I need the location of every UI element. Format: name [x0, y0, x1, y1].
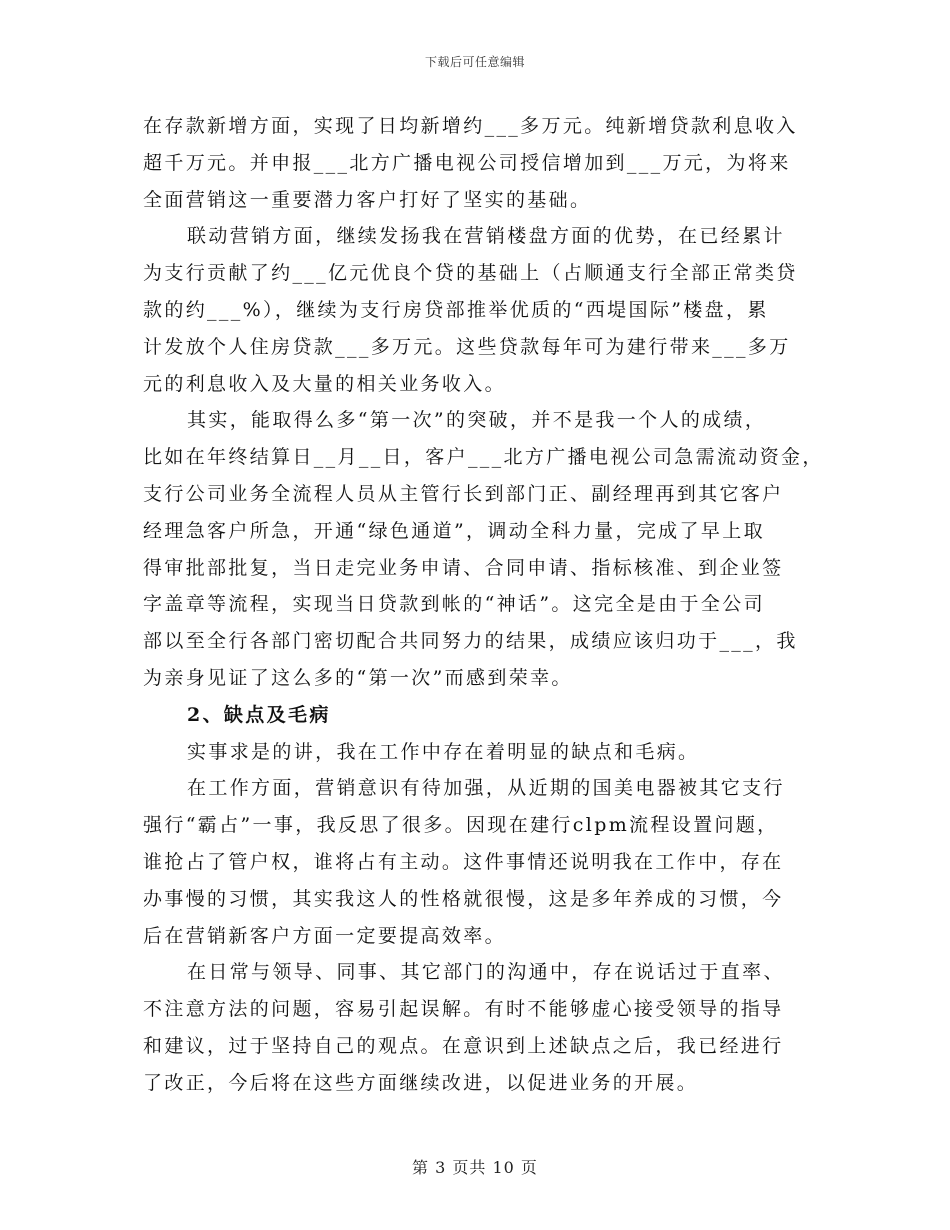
text-line: 部以至全行各部门密切配合共同努力的结果，成绩应该归功于___，我 — [143, 630, 798, 653]
text-line: 比如在年终结算日__月__日，客户___北方广播电视公司急需流动资金， — [143, 446, 824, 469]
paragraph-start-line: 其实，能取得么多“第一次”的突破，并不是我一个人的成绩， — [187, 409, 767, 432]
page-footer: 第 3 页共 10 页 — [412, 1158, 538, 1177]
section-heading: 2、缺点及毛病 — [187, 703, 331, 726]
text-line: 谁抢占了管户权，谁将占有主动。这件事情还说明我在工作中，存在 — [143, 850, 784, 873]
text-line: 后在营销新客户方面一定要提高效率。 — [143, 924, 506, 947]
text-line: 了改正，今后将在这些方面继续改进，以促进业务的开展。 — [143, 1071, 699, 1094]
text-line: 经理急客户所急，开通“绿色通道”，调动全科力量，完成了早上取 — [143, 519, 765, 542]
text-line: 字盖章等流程，实现当日贷款到帐的“神话”。这完全是由于全公司 — [143, 593, 765, 616]
text-line: 全面营销这一重要潜力客户打好了坚实的基础。 — [143, 188, 592, 211]
paragraph-start-line: 实事求是的讲，我在工作中存在着明显的缺点和毛病。 — [187, 740, 700, 763]
text-line: 得审批部批复，当日走完业务申请、合同申请、指标核准、到企业签 — [143, 556, 784, 579]
text-line: 计发放个人住房贷款___多万元。这些贷款每年可为建行带来___多万 — [143, 335, 791, 358]
text-line: 款的约___%），继续为支行房贷部推举优质的“西堤国际”楼盘，累 — [143, 298, 769, 321]
paragraph-start-line: 在日常与领导、同事、其它部门的沟通中，存在说话过于直率、 — [187, 961, 785, 984]
text-line: 支行公司业务全流程人员从主管行长到部门正、副经理再到其它客户 — [143, 482, 784, 505]
text-line: 和建议，过于坚持自己的观点。在意识到上述缺点之后，我已经进行 — [143, 1034, 784, 1057]
text-line: 不注意方法的问题，容易引起误解。有时不能够虚心接受领导的指导 — [143, 998, 784, 1021]
document-body — [143, 108, 824, 1102]
text-line: 为支行贡献了约___亿元优良个贷的基础上（占顺通支行全部正常类贷 — [143, 262, 798, 285]
paragraph-start-line: 在工作方面，营销意识有待加强，从近期的国美电器被其它支行 — [187, 777, 785, 800]
text-line: 办事慢的习惯，其实我这人的性格就很慢，这是多年养成的习惯，今 — [143, 887, 784, 910]
text-line: 为亲身见证了这么多的“第一次”而感到荣幸。 — [143, 666, 573, 689]
page-header: 下载后可任意编辑 — [424, 55, 525, 69]
text-line: 元的利息收入及大量的相关业务收入。 — [143, 372, 506, 395]
text-line: 超千万元。并申报___北方广播电视公司授信增加到___万元，为将来 — [143, 151, 791, 174]
paragraph-start-line: 联动营销方面，继续发扬我在营销楼盘方面的优势，在已经累计 — [187, 225, 785, 248]
text-line: 强行“霸占”一事，我反思了很多。因现在建行clpm流程设置问题， — [143, 814, 779, 837]
text-line: 在存款新增方面，实现了日均新增约___多万元。纯新增贷款利息收入 — [143, 115, 798, 137]
